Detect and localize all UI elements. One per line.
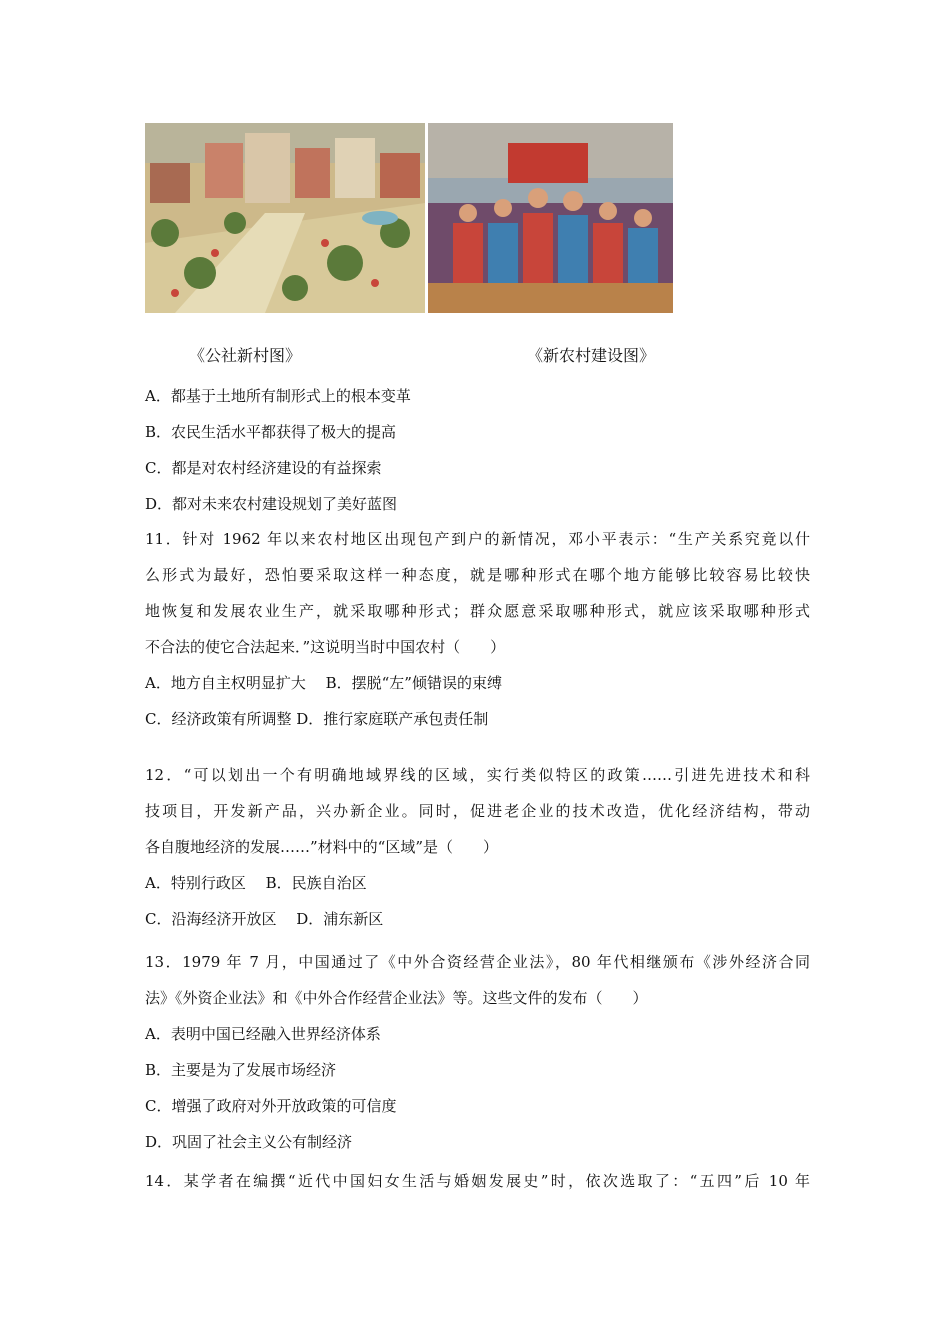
commune-village-painting (145, 123, 425, 313)
commune-village-illustration (145, 123, 425, 313)
option-b: B．农民生活水平都获得了极大的提高 (145, 423, 397, 441)
option-cd: C．沿海经济开放区 D．浦东新区 (145, 910, 384, 928)
question-12 (145, 757, 810, 937)
figure-pair (145, 123, 673, 313)
question-14 (145, 1163, 810, 1199)
option-a: A．表明中国已经融入世界经济体系 (145, 1025, 381, 1043)
question-line: 技项目，开发新产品，兴办新企业。同时，促进老企业的技术改造，优化经济结构，带动 (145, 802, 810, 820)
question-line: 各自腹地经济的发展……”材料中的“区域”是（ ） (145, 838, 499, 856)
question-line: 地恢复和发展农业生产，就采取哪种形式；群众愿意采取哪种形式，就应该采取哪种形式 (145, 602, 810, 620)
option-a: A．都基于土地所有制形式上的根本变革 (145, 387, 411, 405)
question-10-options (145, 378, 810, 522)
question-line: 13．1979 年 7 月，中国通过了《中外合资经营企业法》，80 年代相继颁布《涉外经济合同 (145, 953, 810, 971)
question-11 (145, 521, 810, 737)
option-ab: A．特别行政区 B．民族自治区 (145, 874, 367, 892)
question-line: 法》《外资企业法》和《中外合作经营企业法》等。这些文件的发布（ ） (145, 989, 648, 1007)
question-line: 么形式为最好，恐怕要采取这样一种态度，就是哪种形式在哪个地方能够比较容易比较快 (145, 566, 810, 584)
new-countryside-painting (428, 123, 673, 313)
option-cd: C．经济政策有所调整 D．推行家庭联产承包责任制 (145, 710, 489, 728)
question-line: 不合法的使它合法起来．”这说明当时中国农村（ ） (145, 638, 506, 656)
figure-captions (0, 343, 950, 367)
question-13 (145, 944, 810, 1160)
option-ab: A．地方自主权明显扩大 B．摆脱“左”倾错误的束缚 (145, 674, 502, 692)
question-line: 11．针对 1962 年以来农村地区出现包产到户的新情况，邓小平表示：“生产关系究竟以什 (145, 530, 810, 548)
question-line: 14．某学者在编撰“近代中国妇女生活与婚姻发展史”时，依次选取了：“五四”后 10 年 (145, 1172, 810, 1190)
left-figure-caption: 《公社新村图》 (189, 346, 302, 365)
option-b: B．主要是为了发展市场经济 (145, 1061, 337, 1079)
right-figure-caption: 《新农村建设图》 (527, 346, 656, 365)
option-d: D．巩固了社会主义公有制经济 (145, 1133, 353, 1151)
question-line: 12．“可以划出一个有明确地域界线的区域，实行类似特区的政策……引进先进技术和科 (145, 766, 810, 784)
option-d: D．都对未来农村建设规划了美好蓝图 (145, 495, 398, 513)
option-c: C．都是对农村经济建设的有益探索 (145, 459, 382, 477)
new-countryside-illustration (428, 123, 673, 313)
option-c: C．增强了政府对外开放政策的可信度 (145, 1097, 397, 1115)
